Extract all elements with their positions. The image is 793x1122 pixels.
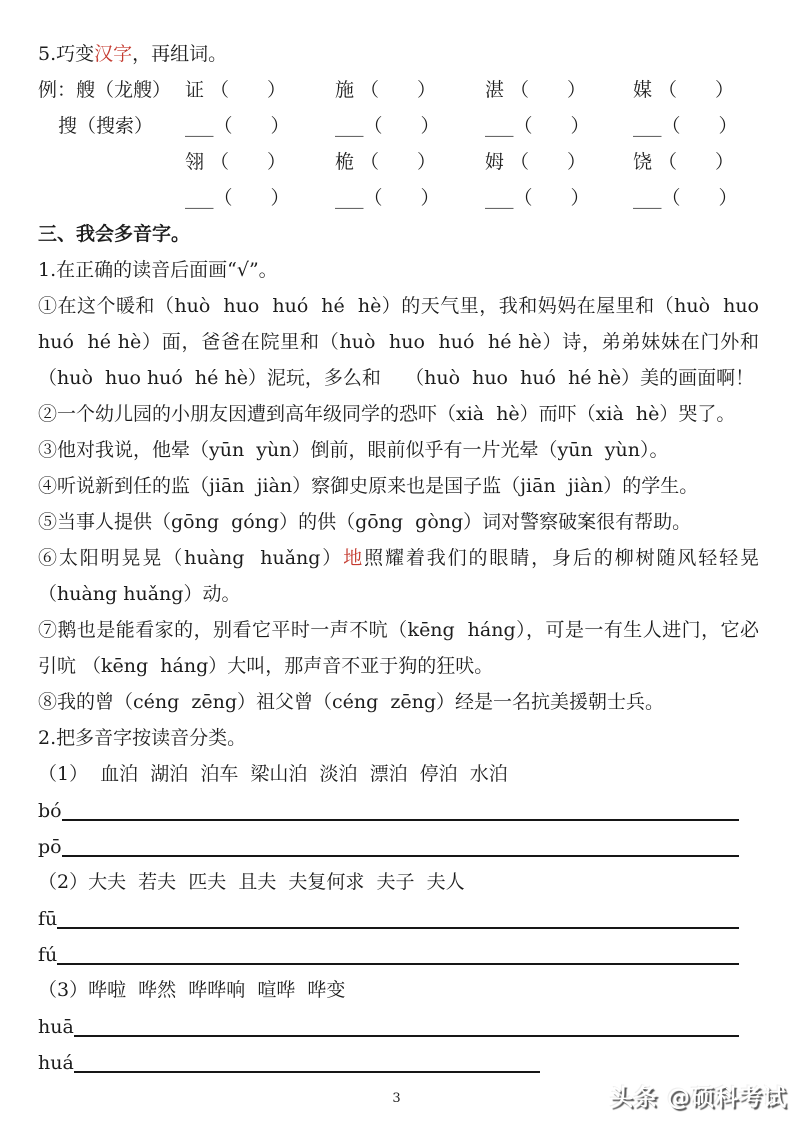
- answer-rule-line: [57, 963, 739, 965]
- empty-cell: [38, 180, 185, 216]
- q1-item-6-highlight: 地: [343, 547, 365, 569]
- answer-line-po: [38, 828, 759, 864]
- char-cell: 桅 （ ）: [335, 151, 437, 173]
- page-number: 3: [392, 1091, 401, 1106]
- pinyin-label: fú: [38, 944, 58, 966]
- char-grid-row-4: [38, 180, 759, 216]
- q2-group-1-words: （1） 血泊 湖泊 泊车 梁山泊 淡泊 漂泊 停泊 水泊: [38, 763, 508, 785]
- answer-line-hua2: [38, 1044, 759, 1080]
- question-5-title-pre: 5.巧变: [38, 43, 95, 65]
- answer-blank-cell: ___（ ）: [485, 187, 590, 209]
- answer-line-bo: [38, 792, 759, 828]
- q1-item-8: ⑧我的曾（céng zēng）祖父曾（céng zēng）经是一名抗美援朝士兵。: [38, 691, 665, 713]
- q1-item-3: ③他对我说，他晕（yūn yùn）倒前，眼前似乎有一片光晕（yūn yùn）。: [38, 439, 669, 461]
- q1-item-7: ⑦鹅也是能看家的，别看它平时一声不吭（kēng háng），可是一有生人进门，它必引吭 （kēng háng）大叫，那声音不亚于狗的狂吠。: [38, 619, 759, 677]
- answer-rule-line: [57, 927, 739, 929]
- char-cell: 施 （ ）: [335, 79, 437, 101]
- pinyin-label: huā: [38, 1016, 74, 1038]
- question-5-title-post: ，再组词。: [132, 43, 228, 65]
- q1-item-2: ②一个幼儿园的小朋友因遭到高年级同学的恐吓（xià hè）而吓（xià hè）哭了。: [38, 403, 736, 425]
- char-cell: 证 （ ）: [185, 79, 287, 101]
- q1-item-5: ⑤当事人提供（gōng góng）的供（gōng gòng）词对警察破案很有帮助。: [38, 511, 692, 533]
- char-grid-row-3: [38, 144, 759, 180]
- answer-rule-line: [74, 1035, 739, 1037]
- question-5-title-highlight: 汉字: [94, 43, 133, 65]
- answer-rule-line: [62, 819, 739, 821]
- char-cell: 饶 （ ）: [633, 151, 735, 173]
- q1-item-6-post: 照耀着我们的眼睛，身后的柳树随风轻轻晃（huàng huǎng）动。: [38, 547, 759, 605]
- answer-blank-cell: ___（ ）: [335, 115, 440, 137]
- section-3-heading: 三、我会多音字。: [38, 223, 191, 245]
- answer-blank-cell: ___（ ）: [185, 187, 290, 209]
- answer-blank-cell: ___（ ）: [633, 187, 738, 209]
- char-grid-row-1: [38, 72, 759, 108]
- q1-title: 1.在正确的读音后面画“√”。: [38, 259, 278, 281]
- answer-line-fu1: [38, 900, 759, 936]
- q1-item-1: ①在这个暖和（huò huo huó hé hè）的天气里，我和妈妈在屋里和（huò huo huó hé hè）面，爸爸在院里和（huò huo huó hé hè）诗，弟弟妹妹在门外和（huò huo huó hé hè）泥玩，多么和 （huò huo huó hé hè）美的画面啊！: [38, 295, 772, 389]
- char-cell: 湛 （ ）: [485, 79, 587, 101]
- char-grid-row-2: [38, 108, 759, 144]
- q1-item-6-pre: ⑥太阳明晃晃（huàng huǎng）: [38, 547, 344, 569]
- answer-blank-cell: ___（ ）: [485, 115, 590, 137]
- empty-cell: [38, 144, 185, 180]
- q2-title: 2.把多音字按读音分类。: [38, 727, 247, 749]
- answer-line-fu2: [38, 936, 759, 972]
- pinyin-label: bó: [38, 800, 62, 822]
- answer-blank-cell: ___（ ）: [633, 115, 738, 137]
- toutiao-watermark: 头条 @硕科考试: [609, 1085, 787, 1111]
- q1-item-4: ④听说新到任的监（jiān jiàn）察御史原来也是国子监（jiān jiàn）的学生。: [38, 475, 699, 497]
- q2-group-2-words: （2）大夫 若夫 匹夫 且夫 夫复何求 夫子 夫人: [38, 871, 465, 893]
- answer-line-hua1: [38, 1008, 759, 1044]
- answer-rule-line: [74, 1071, 540, 1073]
- pinyin-label: huá: [38, 1052, 74, 1074]
- char-cell: 翎 （ ）: [185, 151, 287, 173]
- pinyin-label: fū: [38, 908, 58, 930]
- example-word-top: 例：艘（龙艘）: [38, 79, 172, 101]
- char-cell: 媒 （ ）: [633, 79, 735, 101]
- pinyin-label: pō: [38, 836, 62, 858]
- answer-rule-line: [62, 855, 739, 857]
- answer-blank-cell: ___（ ）: [185, 115, 290, 137]
- example-word-bottom: 搜（搜索）: [58, 115, 154, 137]
- q1-item-6: [38, 540, 759, 612]
- q2-group-3-words: （3）哗啦 哗然 哗哗响 喧哗 哗变: [38, 979, 346, 1001]
- question-5-title: [38, 36, 759, 72]
- char-cell: 姆 （ ）: [485, 151, 587, 173]
- answer-blank-cell: ___（ ）: [335, 187, 440, 209]
